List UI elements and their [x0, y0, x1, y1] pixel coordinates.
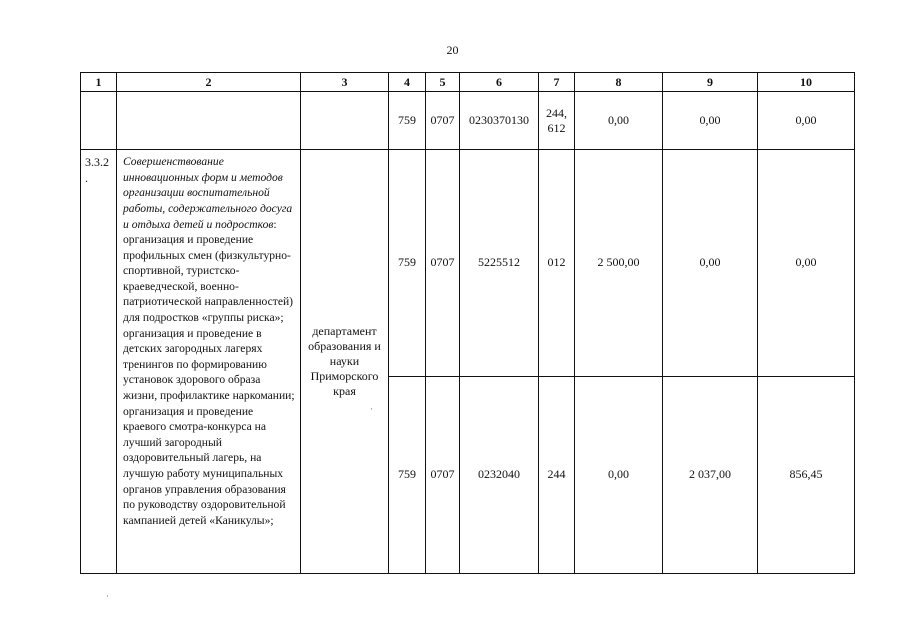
header-row — [81, 73, 855, 92]
ministry-code-cell: 759 — [389, 92, 426, 150]
header-cell-7: 7 — [539, 73, 575, 92]
item-number-cell: 3.3.2 . — [81, 150, 117, 574]
header-cell-1: 1 — [81, 73, 117, 92]
item-description: : организация и проведение профильных смен (физкультурно-спортивной, туристско-краеведческой, военно-патриотической направленностей) для подростков «группы риска»; организация и проведение в детских загородных лагерях тренингов по формированию установок здорового образа жизни, профилактике наркомании; организация и проведение краевого смотра-конкурса на лучший загородный оздоровительный лагерь, на лучшую работу муниципальных органов управления образования по руководству оздоровительной кампанией детей «Каникулы»; — [123, 217, 295, 527]
target-code-cell: 5225512 — [460, 150, 539, 376]
header-cell-4: 4 — [389, 73, 426, 92]
expense-type-cell: 244, 612 — [539, 92, 575, 150]
empty-cell — [301, 92, 389, 150]
table-row — [81, 150, 855, 376]
header-cell-9: 9 — [663, 73, 758, 92]
item-title: Совершенствование инновационных форм и методов организации воспитательной работы, содержательного досуга и отдыха детей и подростков — [123, 155, 293, 231]
header-cell-10: 10 — [758, 73, 855, 92]
scan-dot: · — [106, 591, 109, 601]
section-code-cell: 0707 — [426, 150, 460, 376]
item-description-cell — [117, 150, 301, 574]
amount-cell-9: 0,00 — [663, 92, 758, 150]
header-cell-5: 5 — [426, 73, 460, 92]
table-row — [81, 92, 855, 150]
target-code-cell: 0232040 — [460, 376, 539, 573]
amount-cell-8: 0,00 — [575, 376, 663, 573]
header-cell-3: 3 — [301, 73, 389, 92]
expense-type-cell: 012 — [539, 150, 575, 376]
amount-cell-8: 0,00 — [575, 92, 663, 150]
amount-cell-9: 0,00 — [663, 150, 758, 376]
header-cell-2: 2 — [117, 73, 301, 92]
section-code-cell: 0707 — [426, 92, 460, 150]
amount-cell-10: 0,00 — [758, 92, 855, 150]
header-cell-6: 6 — [460, 73, 539, 92]
amount-cell-10: 856,45 — [758, 376, 855, 573]
executor-cell: департамент образования и науки Приморского края — [301, 150, 389, 574]
ministry-code-cell: 759 — [389, 376, 426, 573]
amount-cell-8: 2 500,00 — [575, 150, 663, 376]
empty-cell — [81, 92, 117, 150]
amount-cell-10: 0,00 — [758, 150, 855, 376]
program-table — [80, 72, 855, 574]
page-number: 20 — [446, 43, 459, 57]
scan-dot: · — [370, 404, 373, 414]
ministry-code-cell: 759 — [389, 150, 426, 376]
amount-cell-9: 2 037,00 — [663, 376, 758, 573]
expense-type-cell: 244 — [539, 376, 575, 573]
header-cell-8: 8 — [575, 73, 663, 92]
section-code-cell: 0707 — [426, 376, 460, 573]
empty-cell — [117, 92, 301, 150]
target-code-cell: 0230370130 — [460, 92, 539, 150]
